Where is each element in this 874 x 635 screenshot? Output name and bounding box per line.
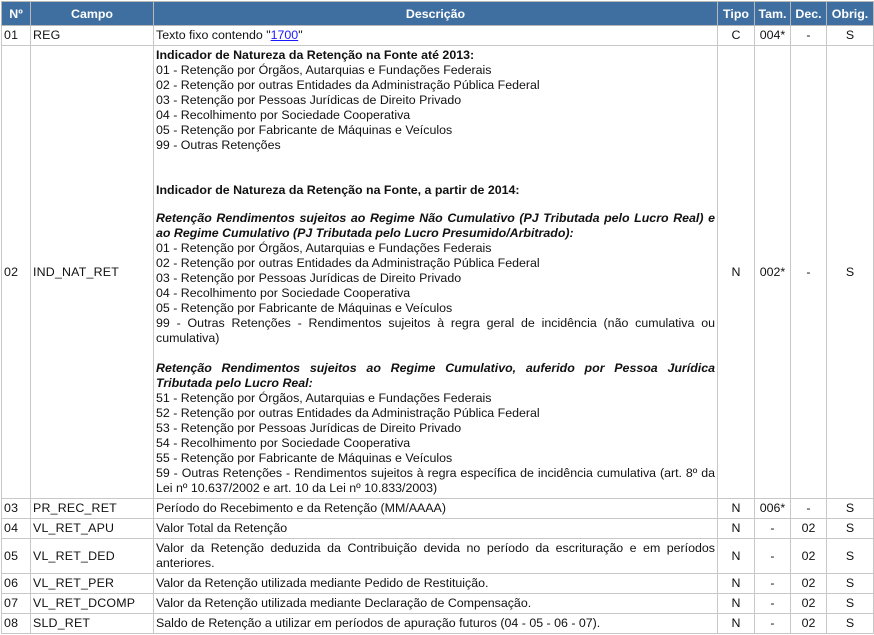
table-row — [2, 26, 874, 46]
row-campo: PR_REC_RET — [31, 499, 154, 519]
block2-item: 01 - Retenção por Órgãos, Autarquias e Fundações Federais — [156, 241, 492, 255]
row-tipo: N — [718, 539, 755, 574]
row-dec: 02 — [791, 539, 827, 574]
header-tam: Tam. — [755, 2, 791, 26]
header-tipo: Tipo — [718, 2, 755, 26]
block1-item: 05 - Retenção por Fabricante de Máquinas e Veículos — [156, 123, 453, 137]
row-descricao: Saldo de Retenção a utilizar em períodos de apuração futuros (04 - 05 - 06 - 07). — [154, 614, 718, 634]
table-row — [2, 46, 874, 499]
block3-item: 51 - Retenção por Órgãos, Autarquias e Fundações Federais — [156, 391, 492, 405]
block3-item: 53 - Retenção por Pessoas Jurídicas de Direito Privado — [156, 421, 462, 435]
row-tipo: C — [718, 26, 755, 46]
block2-item: 99 - Outras Retenções - Rendimentos sujeitos à regra geral de incidência (não cumulativa ou cumulativa) — [156, 316, 715, 345]
row-obrig: S — [827, 519, 874, 539]
header-dec: Dec. — [791, 2, 827, 26]
row-tam: - — [755, 539, 791, 574]
table-row — [2, 574, 874, 594]
row-tipo: N — [718, 614, 755, 634]
row-descricao: Valor da Retenção utilizada mediante Declaração de Compensação. — [154, 594, 718, 614]
header-row — [2, 2, 874, 26]
register-1700-link[interactable]: 1700 — [270, 28, 299, 42]
row-tipo: N — [718, 594, 755, 614]
row-tipo: N — [718, 499, 755, 519]
row-campo: VL_RET_PER — [31, 574, 154, 594]
row-dec: - — [791, 46, 827, 499]
row-dec: 02 — [791, 614, 827, 634]
block1-title: Indicador de Natureza da Retenção na Fonte até 2013: — [156, 48, 475, 62]
table-row — [2, 594, 874, 614]
row-tipo: N — [718, 574, 755, 594]
row-num: 01 — [2, 26, 31, 46]
block2-item: 02 - Retenção por outras Entidades da Administração Pública Federal — [156, 256, 540, 270]
row-tam: 006* — [755, 499, 791, 519]
table-row — [2, 519, 874, 539]
row-campo: VL_RET_DCOMP — [31, 594, 154, 614]
row-descricao: Valor da Retenção deduzida da Contribuição devida no período da escrituração e em períodos anteriores. — [154, 539, 718, 574]
row-tam: - — [755, 594, 791, 614]
table-row — [2, 614, 874, 634]
block2-subtitle: Retenção Rendimentos sujeitos ao Regime Não Cumulativo (PJ Tributada pelo Lucro Real) e ao Regime Cumulativo (PJ Tributada pelo Lucro Presumido/Arbitrado): — [156, 211, 715, 240]
row-descricao — [154, 46, 718, 499]
row-num: 07 — [2, 594, 31, 614]
block2-item: 05 - Retenção por Fabricante de Máquinas e Veículos — [156, 301, 453, 315]
row-dec: 02 — [791, 519, 827, 539]
register-fields-table — [1, 1, 874, 634]
row-descricao: Valor da Retenção utilizada mediante Pedido de Restituição. — [154, 574, 718, 594]
spacer — [156, 198, 715, 211]
block3-item: 59 - Outras Retenções - Rendimentos sujeitos à regra específica de incidência cumulativa (art. 8º da Lei nº 10.637/2002 e art. 10 da Lei nº 10.833/2003) — [156, 466, 715, 495]
block3-item: 52 - Retenção por outras Entidades da Administração Pública Federal — [156, 406, 540, 420]
row-obrig: S — [827, 499, 874, 519]
desc-prefix: Texto fixo contendo " — [156, 28, 271, 42]
row-tam: 004* — [755, 26, 791, 46]
row-tam: - — [755, 574, 791, 594]
row-obrig: S — [827, 539, 874, 574]
row-campo: IND_NAT_RET — [31, 46, 154, 499]
row-campo: VL_RET_APU — [31, 519, 154, 539]
row-dec: - — [791, 26, 827, 46]
block2-item: 04 - Recolhimento por Sociedade Cooperativa — [156, 286, 411, 300]
spacer — [156, 346, 715, 361]
row-num: 03 — [2, 499, 31, 519]
row-tam: 002* — [755, 46, 791, 499]
block3-subtitle: Retenção Rendimentos sujeitos ao Regime Cumulativo, auferido por Pessoa Jurídica Tributada pelo Lucro Real: — [156, 361, 715, 390]
block1-item: 99 - Outras Retenções — [156, 138, 281, 152]
block1-item: 03 - Retenção por Pessoas Jurídicas de Direito Privado — [156, 93, 462, 107]
row-obrig: S — [827, 574, 874, 594]
row-campo: REG — [31, 26, 154, 46]
header-descricao: Descrição — [154, 2, 718, 26]
row-obrig: S — [827, 46, 874, 499]
header-num: Nº — [2, 2, 31, 26]
row-descricao: Período do Recebimento e da Retenção (MM/AAAA) — [154, 499, 718, 519]
row-campo: VL_RET_DED — [31, 539, 154, 574]
row-num: 06 — [2, 574, 31, 594]
row-campo: SLD_RET — [31, 614, 154, 634]
header-obrig: Obrig. — [827, 2, 874, 26]
block3-item: 55 - Retenção por Fabricante de Máquinas e Veículos — [156, 451, 453, 465]
row-obrig: S — [827, 26, 874, 46]
row-num: 02 — [2, 46, 31, 499]
row-obrig: S — [827, 614, 874, 634]
spacer — [156, 153, 715, 183]
block1-item: 01 - Retenção por Órgãos, Autarquias e Fundações Federais — [156, 63, 492, 77]
desc-suffix: " — [298, 28, 303, 42]
block2-item: 03 - Retenção por Pessoas Jurídicas de Direito Privado — [156, 271, 462, 285]
table-row — [2, 539, 874, 574]
row-descricao — [154, 26, 718, 46]
block3-item: 54 - Recolhimento por Sociedade Cooperativa — [156, 436, 411, 450]
row-dec: 02 — [791, 574, 827, 594]
row-tam: - — [755, 519, 791, 539]
block1-item: 04 - Recolhimento por Sociedade Cooperativa — [156, 108, 411, 122]
row-obrig: S — [827, 594, 874, 614]
row-dec: - — [791, 499, 827, 519]
row-tam: - — [755, 614, 791, 634]
header-campo: Campo — [31, 2, 154, 26]
table-row — [2, 499, 874, 519]
row-dec: 02 — [791, 594, 827, 614]
row-tipo: N — [718, 46, 755, 499]
row-num: 08 — [2, 614, 31, 634]
row-num: 04 — [2, 519, 31, 539]
block2-title: Indicador de Natureza da Retenção na Fonte, a partir de 2014: — [156, 183, 520, 197]
row-tipo: N — [718, 519, 755, 539]
row-descricao: Valor Total da Retenção — [154, 519, 718, 539]
row-num: 05 — [2, 539, 31, 574]
block1-item: 02 - Retenção por outras Entidades da Administração Pública Federal — [156, 78, 540, 92]
